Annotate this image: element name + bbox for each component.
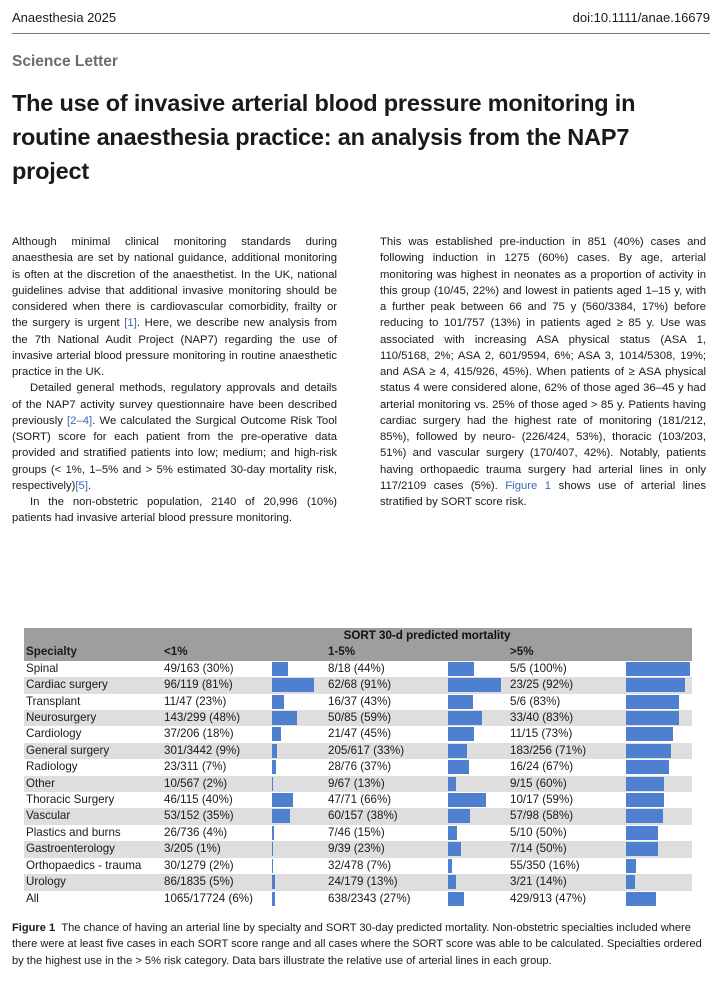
value-cell-mid: 62/68 (91%) [326, 677, 448, 693]
specialty-cell: Thoracic Surgery [26, 793, 115, 807]
citation-link[interactable]: [5] [75, 479, 88, 492]
table-row [24, 726, 692, 742]
data-bar-mid [448, 809, 470, 823]
figure-caption [12, 920, 712, 969]
bar-cell-high [626, 825, 692, 841]
specialty-cell: General surgery [24, 743, 162, 759]
paragraph-text: . Here, we describe new analysis from the 7th National Audit Project (NAP7) regarding the use of invasive arterial blood pressure monitoring in routine anaesthetic practice in the UK. [12, 317, 337, 378]
data-bar-high [626, 809, 663, 823]
value-cell-high: 7/14 (50%) [508, 841, 626, 857]
value-cell-low: 96/119 (81%) [162, 677, 272, 693]
value-cell-high: 23/25 (92%) [508, 677, 626, 693]
data-bar-low [272, 809, 290, 823]
specialty-cell: Urology [24, 874, 162, 890]
data-bar-low [272, 842, 273, 856]
paragraph-4 [380, 234, 706, 510]
specialty-cell: Gastroenterology [24, 841, 162, 857]
value-cell-high: 5/6 (83%) [510, 694, 561, 708]
data-bar-low [272, 793, 293, 807]
value-cell-high: 3/21 (14%) [508, 874, 626, 890]
value-cell-low: 143/299 (48%) [162, 710, 272, 726]
data-bar-high [626, 826, 658, 840]
data-bar-mid [448, 711, 482, 725]
data-bar-low [272, 678, 314, 692]
bar-cell-mid [448, 792, 508, 808]
data-bar-mid [448, 793, 486, 807]
citation-link[interactable]: [2–4] [67, 414, 93, 427]
specialty-cell: Cardiology [26, 727, 82, 741]
data-bar-high [626, 892, 656, 906]
bar-cell-low [272, 759, 326, 775]
bar-cell-high [626, 858, 692, 874]
col-medium-risk: 1-5% [326, 644, 508, 660]
data-bar-low [272, 711, 297, 725]
caption-text: The chance of having an arterial line by specialty and SORT 30-day predicted mortality. Non-obstetric specialties included where there were at least five cases in each SORT score range and all cases where the SORT score was able to be calculated. Specialties ordered by the highest use in the > 5% risk category. Data bars illustrate the relative use of arterial lines in each group. [12, 922, 702, 967]
data-bar-mid [448, 662, 474, 676]
bar-cell-high [626, 759, 692, 775]
figure-link[interactable]: Figure 1 [505, 479, 552, 492]
value-cell-high: 57/98 (58%) [508, 808, 626, 824]
paragraph-3: In the non-obstetric population, 2140 of 20,996 (10%) patients had invasive arterial blood pressure monitoring. [12, 496, 337, 525]
bar-cell-high [626, 808, 692, 824]
value-cell-mid: 7/46 (15%) [328, 825, 385, 839]
value-cell-mid: 8/18 (44%) [328, 661, 385, 675]
data-bar-mid [448, 859, 452, 873]
bar-cell-low [272, 710, 326, 726]
data-bar-high [626, 695, 679, 709]
left-column [12, 234, 337, 527]
sort-header: SORT 30-d predicted mortality [162, 628, 692, 644]
bar-cell-low [272, 874, 326, 890]
value-cell-low: 26/736 (4%) [164, 825, 228, 839]
data-bar-mid [448, 892, 464, 906]
table-row [24, 710, 692, 726]
value-cell-high: 16/24 (67%) [510, 760, 574, 774]
article-title: The use of invasive arterial blood pressure monitoring in routine anaesthesia practice: an analysis from the NAP7 project [12, 90, 636, 184]
bar-cell-low [272, 776, 326, 792]
value-cell-mid: 50/85 (59%) [326, 710, 448, 726]
data-bar-mid [448, 875, 456, 889]
value-cell-mid: 21/47 (45%) [328, 727, 392, 741]
data-bar-mid [448, 744, 467, 758]
value-cell-low: 86/1835 (5%) [162, 874, 272, 890]
bar-cell-high [626, 726, 692, 742]
table-row [24, 841, 692, 857]
right-column [380, 234, 706, 510]
bar-cell-high [626, 841, 692, 857]
data-bar-low [272, 727, 281, 741]
data-bar-high [626, 777, 664, 791]
bar-cell-low [272, 792, 326, 808]
bar-cell-mid [448, 726, 508, 742]
bar-cell-high [626, 874, 692, 890]
bar-cell-high [626, 694, 692, 710]
bar-cell-mid [448, 776, 508, 792]
bar-cell-high [626, 776, 692, 792]
paragraph-text: . [87, 479, 92, 492]
value-cell-low: 30/1279 (2%) [164, 858, 234, 872]
value-cell-low: 3/205 (1%) [162, 841, 272, 857]
header-rule [12, 33, 710, 34]
table-row [24, 891, 692, 907]
paragraph-text: . We calculated the Surgical Outcome Risk Tool (SORT) score for each patient from the pre-operative data provided and stratified patients into low; medium; and high-risk groups (< 1%, 1–5% and > 5% estimated 30-day mortality risk, respectively) [12, 414, 338, 492]
specialty-cell: Orthopaedics - trauma [26, 858, 142, 872]
paragraph-1 [12, 234, 337, 380]
bar-cell-high [626, 792, 692, 808]
bar-cell-mid [448, 874, 508, 890]
table-row [24, 743, 692, 759]
bar-cell-high [626, 743, 692, 759]
bar-cell-low [272, 661, 326, 677]
bar-cell-mid [448, 825, 508, 841]
data-bar-low [272, 662, 288, 676]
paragraph-text: Although minimal clinical monitoring standards during anaesthesia are set by national guidance, additional monitoring is often at the discretion of the anaesthetist. In the UK, national guidelines advise that additional invasive monitoring should be considered when there is cardiovascular comorbidity, frailty or the surgery is urgent [12, 236, 337, 330]
value-cell-high: 10/17 (59%) [510, 793, 574, 807]
value-cell-mid: 24/179 (13%) [326, 874, 448, 890]
super-header-row [24, 628, 692, 644]
figure-table [24, 628, 692, 907]
bar-cell-low [272, 825, 326, 841]
col-low-risk: <1% [162, 644, 326, 660]
data-bar-high [626, 760, 669, 774]
value-cell-mid: 32/478 (7%) [328, 858, 392, 872]
value-cell-low: 23/311 (7%) [164, 760, 227, 774]
caption-label: Figure 1 [12, 922, 56, 934]
data-bar-high [626, 875, 635, 889]
data-bar-high [626, 859, 636, 873]
data-bar-mid [448, 695, 473, 709]
value-cell-low: 301/3442 (9%) [162, 743, 272, 759]
data-bar-low [272, 859, 273, 873]
value-cell-mid: 47/71 (66%) [328, 793, 392, 807]
bar-cell-mid [448, 808, 508, 824]
data-bar-low [272, 826, 274, 840]
bar-cell-mid [448, 694, 508, 710]
bar-cell-mid [448, 858, 508, 874]
data-bar-high [626, 793, 664, 807]
paragraph-text: Detailed general methods, regulatory approvals and details of the NAP7 activity survey questionnaire have been described previously [12, 382, 337, 427]
data-bar-high [626, 727, 673, 741]
table-row [24, 677, 692, 693]
data-bar-mid [448, 727, 474, 741]
bar-cell-low [272, 808, 326, 824]
table-row [24, 858, 692, 874]
value-cell-low: 10/567 (2%) [162, 776, 272, 792]
bar-cell-mid [448, 759, 508, 775]
value-cell-high: 11/15 (73%) [510, 727, 573, 741]
citation-link[interactable]: [1] [124, 317, 137, 330]
bar-cell-high [626, 661, 692, 677]
data-bar-high [626, 842, 658, 856]
value-cell-high: 183/256 (71%) [508, 743, 626, 759]
journal-name: Anaesthesia 2025 [12, 10, 117, 25]
bar-cell-mid [448, 677, 508, 693]
table-row [24, 661, 692, 677]
sort-table [24, 628, 692, 907]
bar-cell-mid [448, 710, 508, 726]
bar-cell-mid [448, 661, 508, 677]
value-cell-low: 11/47 (23%) [164, 694, 227, 708]
value-cell-low: 46/115 (40%) [164, 793, 233, 807]
col-high-risk: >5% [508, 644, 692, 660]
data-bar-low [272, 760, 276, 774]
data-bar-high [626, 744, 671, 758]
value-cell-low: 1065/17724 (6%) [164, 891, 253, 905]
table-row [24, 874, 692, 890]
bar-cell-low [272, 694, 326, 710]
data-bar-low [272, 892, 275, 906]
data-bar-mid [448, 826, 457, 840]
bar-cell-low [272, 891, 326, 907]
specialty-cell: Transplant [26, 694, 81, 708]
table-row [24, 808, 692, 824]
data-bar-high [626, 662, 690, 676]
specialty-cell: Other [24, 776, 162, 792]
value-cell-mid: 9/39 (23%) [326, 841, 448, 857]
data-bar-low [272, 777, 273, 791]
value-cell-high: 9/15 (60%) [508, 776, 626, 792]
data-bar-low [272, 875, 275, 889]
value-cell-mid: 638/2343 (27%) [328, 891, 411, 905]
paragraph-2 [12, 380, 337, 494]
data-bar-high [626, 711, 679, 725]
value-cell-mid: 28/76 (37%) [328, 760, 392, 774]
specialty-cell: Plastics and burns [26, 825, 121, 839]
value-cell-low: 49/163 (30%) [164, 661, 234, 675]
specialty-cell: All [26, 891, 39, 905]
data-bar-high [626, 678, 685, 692]
data-bar-mid [448, 760, 469, 774]
specialty-cell: Spinal [26, 661, 59, 675]
value-cell-high: 55/350 (16%) [510, 858, 580, 872]
bar-cell-mid [448, 841, 508, 857]
column-header-row [24, 644, 692, 660]
bar-cell-mid [448, 743, 508, 759]
bar-cell-high [626, 891, 692, 907]
value-cell-high: 5/5 (100%) [510, 661, 567, 675]
specialty-cell: Neurosurgery [24, 710, 162, 726]
value-cell-high: 33/40 (83%) [508, 710, 626, 726]
data-bar-mid [448, 678, 501, 692]
table-row [24, 776, 692, 792]
table-row [24, 825, 692, 841]
doi[interactable]: doi:10.1111/anae.16679 [572, 10, 710, 25]
bar-cell-high [626, 710, 692, 726]
running-head [12, 10, 710, 28]
value-cell-mid: 60/157 (38%) [326, 808, 448, 824]
specialty-cell: Cardiac surgery [24, 677, 162, 693]
specialty-cell: Vascular [24, 808, 162, 824]
bar-cell-low [272, 726, 326, 742]
bar-cell-high [626, 677, 692, 693]
specialty-cell: Radiology [26, 760, 78, 774]
value-cell-low: 53/152 (35%) [162, 808, 272, 824]
bar-cell-low [272, 743, 326, 759]
table-row [24, 759, 692, 775]
data-bar-mid [448, 842, 461, 856]
table-body [24, 661, 692, 907]
value-cell-mid: 205/617 (33%) [326, 743, 448, 759]
data-bar-low [272, 695, 284, 709]
value-cell-mid: 16/37 (43%) [328, 694, 392, 708]
bar-cell-low [272, 858, 326, 874]
data-bar-low [272, 744, 277, 758]
bar-cell-low [272, 841, 326, 857]
value-cell-low: 37/206 (18%) [164, 727, 234, 741]
col-specialty: Specialty [24, 644, 162, 660]
bar-cell-low [272, 677, 326, 693]
value-cell-high: 429/913 (47%) [510, 891, 587, 905]
value-cell-high: 5/10 (50%) [510, 825, 567, 839]
table-row [24, 694, 692, 710]
table-row [24, 792, 692, 808]
paragraph-text: This was established pre-induction in 851 (40%) cases and following induction in 1275 (60%) cases. By age, arterial monitoring was highest in neonates as a proportion of activity in this group (10/45, 22%) and lowest in patients aged 1–15 y, with a further peak between 66 and 75 y (560/3384, 17%) before reducing to 101/757 (13%) in patients aged ≥ 85 y. Use was associated with increasing ASA physical status (ASA 1, 110/5168, 2%; ASA 2, 601/9594, 6%; ASA 3, 1014/5308, 19%; and ASA ≥ 4, 415/926, 45%). When patients of ≥ ASA physical status 4 were considered alone, 62% of those aged 36–45 y had arterial monitoring vs. 25% of those aged > 85 y. Patients having cardiac surgery had the highest rate of monitoring (181/212, 85%), followed by neuro- (226/424, 53%), thoracic (103/203, 51%) and vascular surgery (170/407, 42%). Notably, patients having orthopaedic trauma surgery had arterial lines in only 117/2109 cases (5%). [380, 236, 706, 492]
data-bar-mid [448, 777, 456, 791]
section-label: Science Letter [12, 53, 118, 70]
bar-cell-mid [448, 891, 508, 907]
value-cell-mid: 9/67 (13%) [326, 776, 448, 792]
paragraph-text: shows use of arterial lines stratified by SORT score risk. [380, 479, 706, 508]
